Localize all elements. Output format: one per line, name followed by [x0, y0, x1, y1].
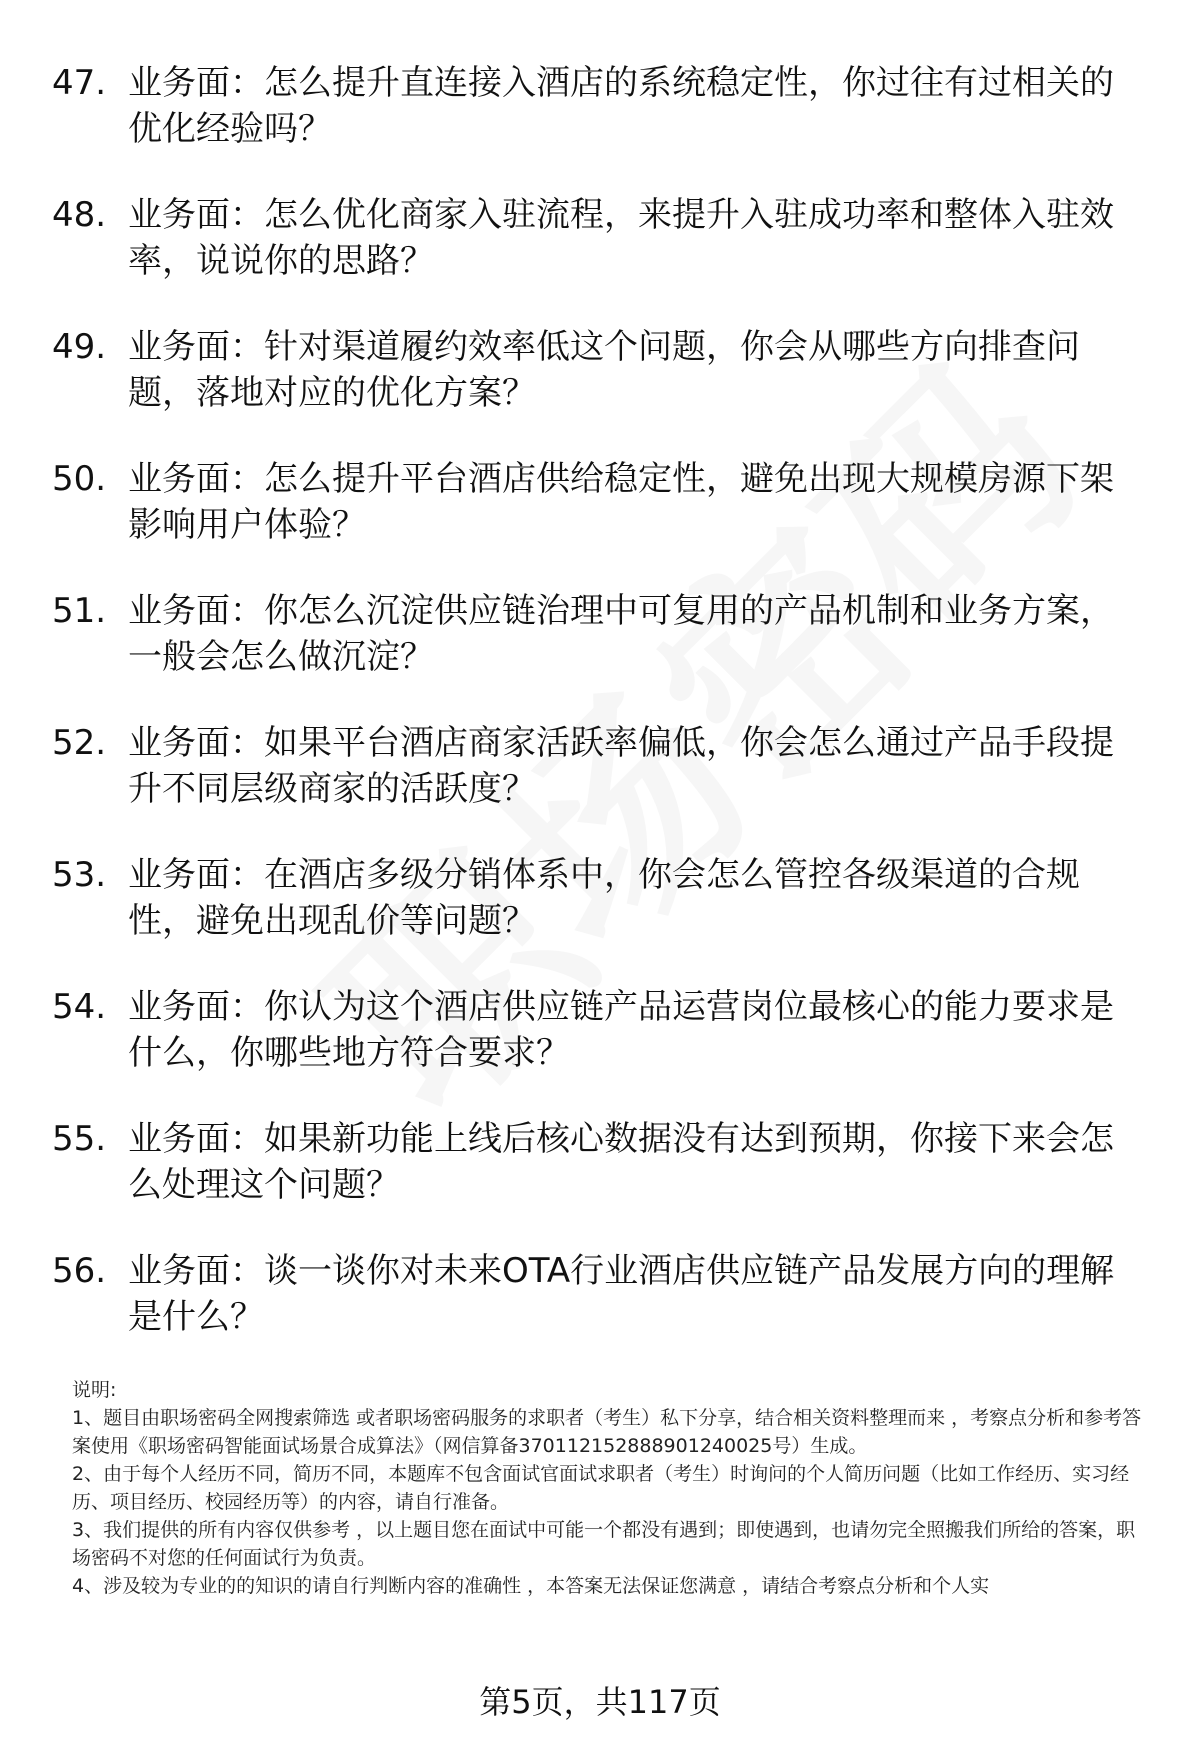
- question-text: 业务面：怎么优化商家入驻流程，来提升入驻成功率和整体入驻效率，说说你的思路？: [128, 195, 1114, 281]
- note-item: 4、涉及较为专业的的知识的请自行判断内容的准确性 ，本答案无法保证您满意 ，请结合考察点分析和个人实: [72, 1575, 990, 1597]
- question-item: [0, 1248, 1200, 1380]
- question-item: [0, 984, 1200, 1116]
- notes-section: [72, 1376, 1152, 1600]
- question-item: [0, 192, 1200, 324]
- note-item: 3、我们提供的所有内容仅供参考 ，以上题目您在面试中可能一个都没有遇到；即使遇到，也请勿完全照搬我们所给的答案，职场密码不对您的任何面试行为负责。: [72, 1519, 1136, 1569]
- question-number: 56.: [52, 1251, 107, 1291]
- question-text: 业务面：谈一谈你对未来OTA行业酒店供应链产品发展方向的理解是什么？: [128, 1251, 1115, 1337]
- question-number: 51.: [52, 591, 107, 631]
- question-number: 52.: [52, 723, 107, 763]
- question-text: 业务面：在酒店多级分销体系中，你会怎么管控各级渠道的合规性，避免出现乱价等问题？: [128, 855, 1080, 941]
- question-item: [0, 60, 1200, 192]
- question-number: 54.: [52, 987, 107, 1027]
- notes-title: 说明:: [72, 1379, 117, 1401]
- question-text: 业务面：怎么提升直连接入酒店的系统稳定性，你过往有过相关的优化经验吗？: [128, 63, 1114, 149]
- question-number: 49.: [52, 327, 107, 367]
- question-item: [0, 852, 1200, 984]
- note-item: 2、由于每个人经历不同，简历不同，本题库不包含面试官面试求职者（考生）时询问的个人简历问题（比如工作经历、实习经历、项目经历、校园经历等）的内容，请自行准备。: [72, 1463, 1130, 1513]
- note-item: 1、题目由职场密码全网搜索筛选 或者职场密码服务的求职者（考生）私下分享，结合相关资料整理而来 ，考察点分析和参考答案使用《职场密码智能面试场景合成算法》（网信算备370112152888901240025号）生成。: [72, 1407, 1142, 1457]
- question-number: 55.: [52, 1119, 107, 1159]
- question-item: [0, 324, 1200, 456]
- question-text: 业务面：你怎么沉淀供应链治理中可复用的产品机制和业务方案，一般会怎么做沉淀？: [128, 591, 1114, 677]
- question-item: [0, 720, 1200, 852]
- question-text: 业务面：针对渠道履约效率低这个问题，你会从哪些方向排查问题，落地对应的优化方案？: [128, 327, 1080, 413]
- question-item: [0, 588, 1200, 720]
- question-number: 47.: [52, 63, 107, 103]
- question-text: 业务面：如果平台酒店商家活跃率偏低，你会怎么通过产品手段提升不同层级商家的活跃度？: [128, 723, 1114, 809]
- question-text: 业务面：怎么提升平台酒店供给稳定性，避免出现大规模房源下架影响用户体验？: [128, 459, 1114, 545]
- question-number: 53.: [52, 855, 107, 895]
- question-text: 业务面：你认为这个酒店供应链产品运营岗位最核心的能力要求是什么，你哪些地方符合要求？: [128, 987, 1114, 1073]
- question-list: [0, 60, 1200, 1380]
- question-item: [0, 1116, 1200, 1248]
- page-number: 第5页，共117页: [479, 1683, 721, 1721]
- question-number: 48.: [52, 195, 107, 235]
- question-number: 50.: [52, 459, 107, 499]
- question-text: 业务面：如果新功能上线后核心数据没有达到预期，你接下来会怎么处理这个问题？: [128, 1119, 1114, 1205]
- question-item: [0, 456, 1200, 588]
